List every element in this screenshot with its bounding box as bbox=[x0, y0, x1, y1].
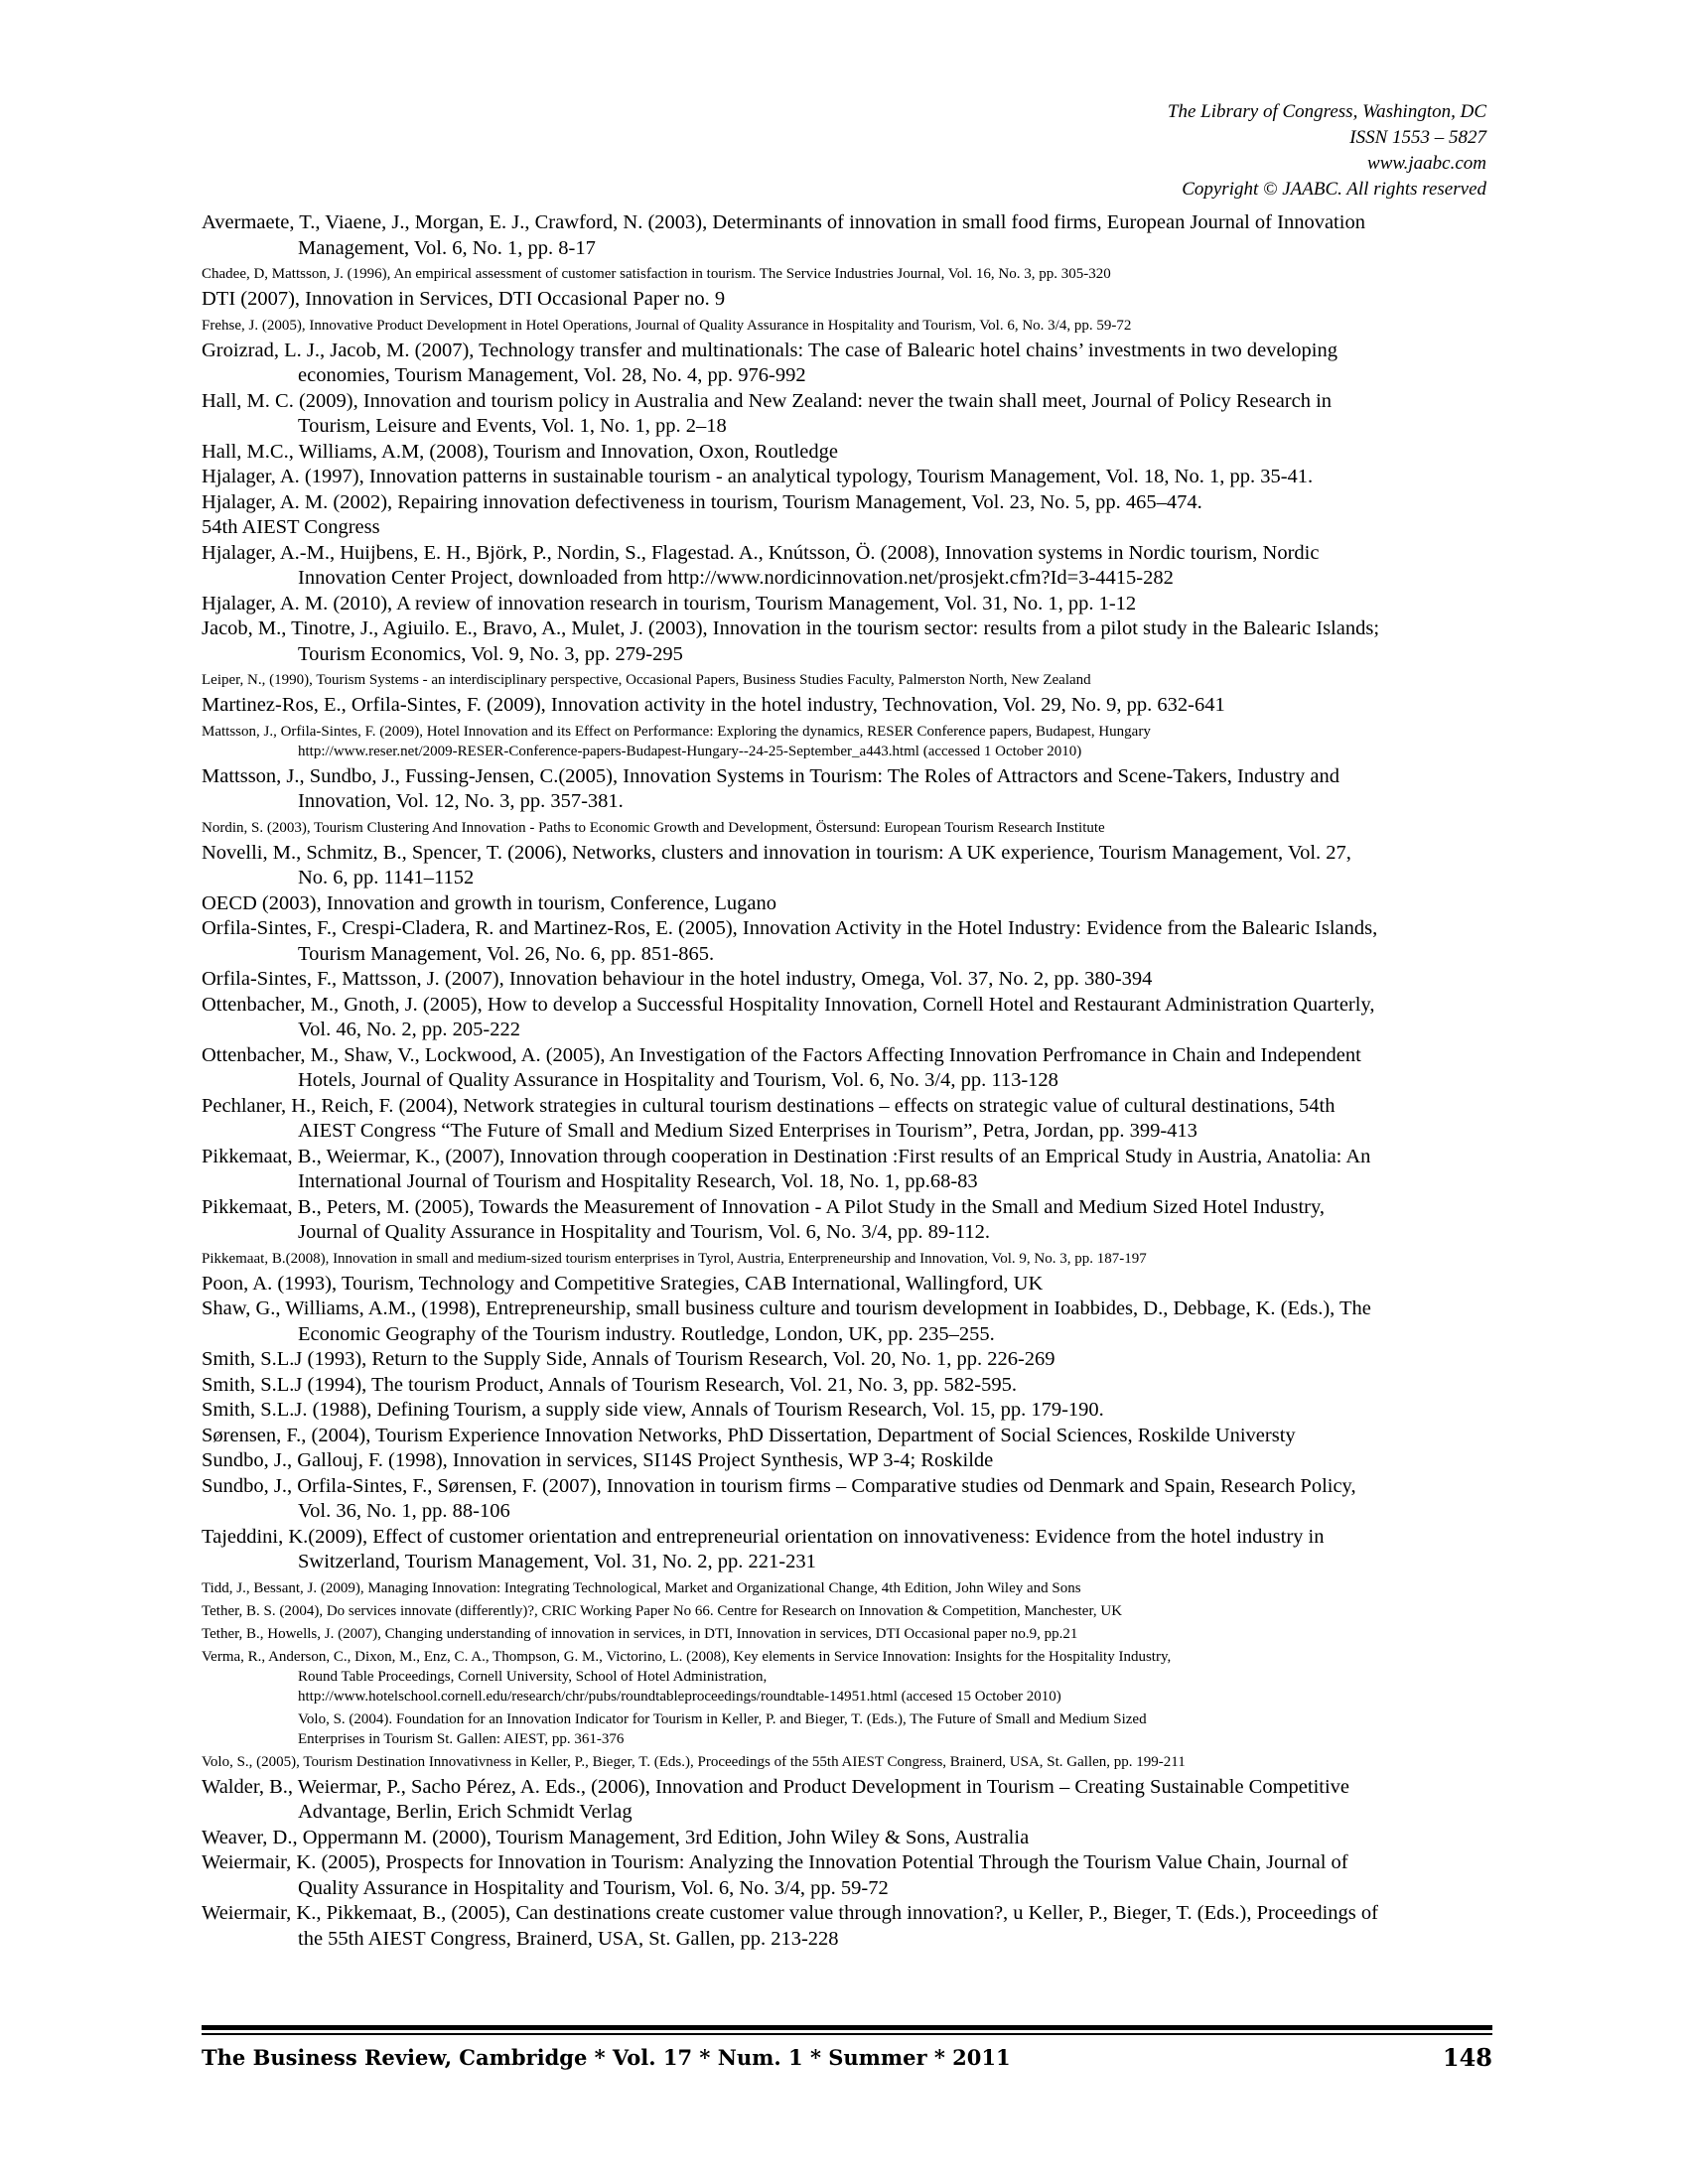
reference-entry: Tajeddini, K.(2009), Effect of customer orientation and entrepreneurial orientation on innovativeness: Evidence from the hotel industry in Switzerland, Tourism Management, Vol. 31, No. 2, pp. 221-231 bbox=[202, 1525, 1325, 1572]
reference-entry: Nordin, S. (2003), Tourism Clustering And Innovation - Paths to Economic Growth and Development, Östersund: European Tourism Research Institute bbox=[202, 819, 1105, 836]
reference-entry: Verma, R., Anderson, C., Dixon, M., Enz, C. A., Thompson, G. M., Victorino, L. (2008), Key elements in Service Innovation: Insights for the Hospitality Industry, Round Table Proceedings, Cornell University, School of Hotel Administration, http://www.hotelschool.cornell.edu/research/chr/pubs/roundtableproceedings/roundtable-14951.html (accesed 15 October 2010) bbox=[202, 1648, 1172, 1705]
reference-entry: Pikkemaat, B.(2008), Innovation in small and medium-sized tourism enterprises in Tyrol, Austria, Enterpreneurship and Innovation, Vol. 9, No. 3, pp. 187-197 bbox=[202, 1250, 1147, 1267]
reference-entry: Sørensen, F., (2004), Tourism Experience Innovation Networks, PhD Dissertation, Department of Social Sciences, Roskilde Universty bbox=[202, 1424, 1296, 1446]
reference-entry: Tether, B. S. (2004), Do services innovate (differently)?, CRIC Working Paper No 66. Centre for Research on Innovation & Competition, Manchester, UK bbox=[202, 1602, 1123, 1619]
reference-entry: Hjalager, A. M. (2002), Repairing innovation defectiveness in tourism, Tourism Management, Vol. 23, No. 5, pp. 465–474. bbox=[202, 490, 1202, 513]
header-issn: ISSN 1553 – 5827 bbox=[1349, 127, 1486, 148]
reference-entry: Hjalager, A. M. (2010), A review of innovation research in tourism, Tourism Management, Vol. 31, No. 1, pp. 1-12 bbox=[202, 592, 1137, 614]
reference-entry: Frehse, J. (2005), Innovative Product Development in Hotel Operations, Journal of Quality Assurance in Hospitality and Tourism, Vol. 6, No. 3/4, pp. 59-72 bbox=[202, 317, 1132, 334]
reference-entry: Chadee, D, Mattsson, J. (1996), An empirical assessment of customer satisfaction in tourism. The Service Industries Journal, Vol. 16, No. 3, pp. 305-320 bbox=[202, 266, 1111, 282]
reference-entry: Weaver, D., Oppermann M. (2000), Tourism Management, 3rd Edition, John Wiley & Sons, Australia bbox=[202, 1826, 1030, 1848]
reference-list bbox=[202, 210, 1492, 1952]
reference-entry: Novelli, M., Schmitz, B., Spencer, T. (2006), Networks, clusters and innovation in tourism: A UK experience, Tourism Management, Vol. 27, No. 6, pp. 1141–1152 bbox=[202, 841, 1351, 888]
reference-entry: Avermaete, T., Viaene, J., Morgan, E. J., Crawford, N. (2003), Determinants of innovation in small food firms, European Journal of Innovation Management, Vol. 6, No. 1, pp. 8-17 bbox=[202, 211, 1365, 259]
header-website: www.jaabc.com bbox=[1367, 153, 1486, 174]
reference-entry: Pechlaner, H., Reich, F. (2004), Network strategies in cultural tourism destinations – effects on strategic value of cultural destinations, 54th AIEST Congress “The Future of Small and Medium Sized Enterprises in Tourism”, Petra, Jordan, pp. 399-413 bbox=[202, 1094, 1336, 1142]
reference-entry: Jacob, M., Tinotre, J., Agiuilo. E., Bravo, A., Mulet, J. (2003), Innovation in the tourism sector: results from a pilot study in the Balearic Islands; Tourism Economics, Vol. 9, No. 3, pp. 279-295 bbox=[202, 617, 1380, 665]
reference-entry: Weiermair, K. (2005), Prospects for Innovation in Tourism: Analyzing the Innovation Potential Through the Tourism Value Chain, Journal of Quality Assurance in Hospitality and Tourism, Vol. 6, No. 3/4, pp. 59-72 bbox=[202, 1851, 1348, 1899]
footer-rule-thin bbox=[202, 2033, 1492, 2035]
page-number: 148 bbox=[1442, 2043, 1492, 2072]
reference-entry: Pikkemaat, B., Weiermar, K., (2007), Innovation through cooperation in Destination :First results of an Emprical Study in Austria, Anatolia: An International Journal of Tourism and Hospitality Research, Vol. 18, No. 1, pp.68-83 bbox=[202, 1145, 1371, 1192]
reference-entry: Orfila-Sintes, F., Mattsson, J. (2007), Innovation behaviour in the hotel industry, Omega, Vol. 37, No. 2, pp. 380-394 bbox=[202, 968, 1153, 990]
reference-entry: Smith, S.L.J. (1988), Defining Tourism, a supply side view, Annals of Tourism Research, Vol. 15, pp. 179-190. bbox=[202, 1399, 1104, 1421]
reference-entry: Leiper, N., (1990), Tourism Systems - an interdisciplinary perspective, Occasional Papers, Business Studies Faculty, Palmerston North, New Zealand bbox=[202, 672, 1091, 688]
reference-entry: Volo, S., (2005), Tourism Destination Innovativness in Keller, P., Bieger, T. (Eds.), Proceedings of the 55th AIEST Congress, Brainerd, USA, St. Gallen, pp. 199-211 bbox=[202, 1753, 1186, 1770]
reference-entry: Hall, M.C., Williams, A.M, (2008), Tourism and Innovation, Oxon, Routledge bbox=[202, 440, 838, 463]
reference-entry: Tidd, J., Bessant, J. (2009), Managing Innovation: Integrating Technological, Market and Organizational Change, 4th Edition, John Wiley and Sons bbox=[202, 1579, 1081, 1596]
reference-entry: Hjalager, A. (1997), Innovation patterns in sustainable tourism - an analytical typology, Tourism Management, Vol. 18, No. 1, pp. 35-41. bbox=[202, 466, 1314, 487]
reference-entry: Volo, S. (2004). Foundation for an Innovation Indicator for Tourism in Keller, P. and Bieger, T. (Eds.), The Future of Small and Medium Sized Enterprises in Tourism St. Gallen: AIEST, pp. 361-376 bbox=[298, 1710, 1147, 1747]
reference-entry: Mattsson, J., Sundbo, J., Fussing-Jensen, C.(2005), Innovation Systems in Tourism: The Roles of Attractors and Scene-Takers, Industry and Innovation, Vol. 12, No. 3, pp. 357-381. bbox=[202, 764, 1339, 812]
reference-entry: Groizrad, L. J., Jacob, M. (2007), Technology transfer and multinationals: The case of Balearic hotel chains’ investments in two developing economies, Tourism Management, Vol. 28, No. 4, pp. 976-992 bbox=[202, 339, 1337, 386]
header-copyright: Copyright © JAABC. All rights reserved bbox=[1182, 179, 1486, 200]
reference-entry: Poon, A. (1993), Tourism, Technology and Competitive Srategies, CAB International, Wallingford, UK bbox=[202, 1272, 1044, 1295]
footer-rule-thick bbox=[202, 2025, 1492, 2030]
reference-entry: Smith, S.L.J (1993), Return to the Supply Side, Annals of Tourism Research, Vol. 20, No. 1, pp. 226-269 bbox=[202, 1348, 1055, 1370]
reference-entry: Weiermair, K., Pikkemaat, B., (2005), Can destinations create customer value through innovation?, u Keller, P., Bieger, T. (Eds.), Proceedings of the 55th AIEST Congress, Brainerd, USA, St. Gallen, pp. 213-228 bbox=[202, 1902, 1378, 1950]
reference-entry: Ottenbacher, M., Shaw, V., Lockwood, A. (2005), An Investigation of the Factors Affecting Innovation Perfromance in Chain and Independent Hotels, Journal of Quality Assurance in Hospitality and Tourism, Vol. 6, No. 3/4, pp. 113-128 bbox=[202, 1043, 1361, 1091]
reference-entry: Shaw, G., Williams, A.M., (1998), Entrepreneurship, small business culture and tourism development in Ioabbides, D., Debbage, K. (Eds.), The Economic Geography of the Tourism industry. Routledge, London, UK, pp. 235–255. bbox=[202, 1297, 1371, 1345]
reference-entry: Ottenbacher, M., Gnoth, J. (2005), How to develop a Successful Hospitality Innovation, Cornell Hotel and Restaurant Administration Quarterly, Vol. 46, No. 2, pp. 205-222 bbox=[202, 993, 1375, 1040]
footer-journal-info: The Business Review, Cambridge * Vol. 17 * Num. 1 * Summer * 2011 bbox=[202, 2045, 1011, 2070]
reference-entry: OECD (2003), Innovation and growth in tourism, Conference, Lugano bbox=[202, 891, 777, 914]
page-header bbox=[1168, 99, 1486, 203]
reference-entry: Sundbo, J., Gallouj, F. (1998), Innovation in services, SI14S Project Synthesis, WP 3-4; Roskilde bbox=[202, 1449, 994, 1471]
reference-entry: Walder, B., Weiermar, P., Sacho Pérez, A. Eds., (2006), Innovation and Product Development in Tourism – Creating Sustainable Competitive Advantage, Berlin, Erich Schmidt Verlag bbox=[202, 1775, 1350, 1823]
reference-entry: Mattsson, J., Orfila-Sintes, F. (2009), Hotel Innovation and its Effect on Performance: Exploring the dynamics, RESER Conference papers, Budapest, Hungary http://www.reser.net/2009-RESER-Conference-papers-Budapest-Hungary--24-25-September_a443.html (accessed 1 October 2010) bbox=[202, 723, 1151, 759]
reference-entry: Sundbo, J., Orfila-Sintes, F., Sørensen, F. (2007), Innovation in tourism firms – Comparative studies od Denmark and Spain, Research Policy, Vol. 36, No. 1, pp. 88-106 bbox=[202, 1474, 1356, 1522]
reference-entry: Orfila-Sintes, F., Crespi-Cladera, R. and Martinez-Ros, E. (2005), Innovation Activity in the Hotel Industry: Evidence from the Balearic Islands, Tourism Management, Vol. 26, No. 6, pp. 851-865. bbox=[202, 917, 1378, 965]
reference-entry: 54th AIEST Congress bbox=[202, 516, 380, 538]
reference-entry: Pikkemaat, B., Peters, M. (2005), Towards the Measurement of Innovation - A Pilot Study in the Small and Medium Sized Hotel Industry, Journal of Quality Assurance in Hospitality and Tourism, Vol. 6, No. 3/4, pp. 89-112. bbox=[202, 1195, 1326, 1243]
reference-entry: Smith, S.L.J (1994), The tourism Product, Annals of Tourism Research, Vol. 21, No. 3, pp. 582-595. bbox=[202, 1373, 1018, 1396]
reference-entry: Hjalager, A.-M., Huijbens, E. H., Björk, P., Nordin, S., Flagestad. A., Knútsson, Ö. (2008), Innovation systems in Nordic tourism, Nordic Innovation Center Project, downloaded from http://www.nordicinnovation.net/prosjekt.cfm?Id=3-4415-282 bbox=[202, 541, 1320, 589]
reference-entry: Hall, M. C. (2009), Innovation and tourism policy in Australia and New Zealand: never the twain shall meet, Journal of Policy Research in Tourism, Leisure and Events, Vol. 1, No. 1, pp. 2–18 bbox=[202, 389, 1333, 437]
reference-entry: Tether, B., Howells, J. (2007), Changing understanding of innovation in services, in DTI, Innovation in services, DTI Occasional paper no.9, pp.21 bbox=[202, 1625, 1078, 1642]
header-publisher: The Library of Congress, Washington, DC bbox=[1167, 101, 1486, 122]
reference-entry: DTI (2007), Innovation in Services, DTI Occasional Paper no. 9 bbox=[202, 288, 726, 310]
reference-entry: Martinez-Ros, E., Orfila-Sintes, F. (2009), Innovation activity in the hotel industry, Technovation, Vol. 29, No. 9, pp. 632-641 bbox=[202, 694, 1225, 716]
